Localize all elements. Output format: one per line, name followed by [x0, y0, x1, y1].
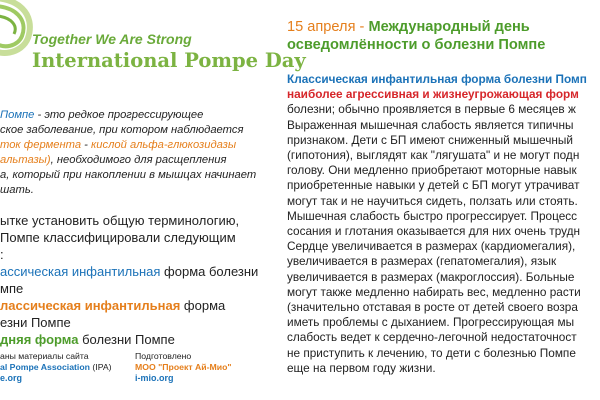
body-line: могут также медленно набирать вес, медленно расти [287, 284, 581, 299]
form-nonclassic-infantile: лассическая инфантильная [0, 298, 181, 313]
body-line: (гипотония), выглядят как "лягушата" и не могут подн [287, 148, 580, 163]
intro-text: ское заболевание, при котором наблюдается [0, 124, 244, 136]
intro-text: - [81, 139, 92, 151]
terminology-line: Помпе классифицировали следующим [0, 230, 236, 245]
list-item [0, 331, 285, 348]
body-line: еще на первом году жизни. [287, 360, 436, 375]
terminology-line: : [0, 247, 4, 262]
slogan: Together We Are Strong [32, 31, 192, 47]
body-line: иметь проблемы с дыханием. Прогрессирующая мы [287, 315, 575, 330]
terminology-line: ытке установить общую терминологию, [0, 213, 240, 228]
intro-text: а, который при накоплении в мышцах начинает [0, 169, 257, 181]
list-item [0, 263, 285, 297]
credit-org: al Pompe Association [0, 362, 90, 372]
form-text: мпе [0, 281, 24, 296]
credit-org: МОО "Проект Ай-Мио" [135, 362, 232, 372]
body-line: приобретенные навыки у детей с БП могут утрачиват [287, 178, 580, 193]
body-paragraph [287, 72, 600, 376]
intro-enzyme-deficit: ток фермента [0, 139, 82, 151]
body-line: Мышечная слабость быстро прогрессирует. Процесс [287, 208, 578, 223]
list-item [0, 297, 285, 331]
body-line: признаком. Дети с БП имеют сниженный мышечный [287, 132, 573, 147]
form-text: езни Помпе [0, 315, 71, 330]
credit-text: Подготовлено [135, 351, 192, 361]
body-line: могут так и не научиться сидеть, ползать или стоять. [287, 193, 578, 208]
body-line: Сердце увеличивается в размерах (кардиомегалия), [287, 239, 576, 254]
credit-prepared [135, 351, 275, 384]
intro-disease-name: Помпе [0, 109, 35, 121]
intro-paragraph [0, 108, 280, 198]
intro-enzyme-alt: альтазы) [0, 154, 51, 166]
body-line: увеличивается в размерах (макроглоссия). Больные [287, 269, 575, 284]
forms-list [0, 263, 285, 348]
event-date: 15 апреля [287, 19, 356, 35]
body-line: увеличивается в размерах (гепатомегалия), язык [287, 254, 557, 269]
credit-site-link[interactable]: e.org [0, 373, 23, 383]
form-text: форма болезни [160, 264, 259, 279]
credit-source [0, 351, 120, 384]
intro-text: - это редкое прогрессирующее [34, 109, 204, 121]
intro-text: , необходимого для расщепления [50, 154, 227, 166]
body-line: (значительно отставая в росте от детей своего возра [287, 300, 578, 315]
intro-enzyme-name: кислой альфа-глюкозидазы [91, 139, 237, 151]
form-text: форма [180, 298, 226, 313]
heading-dash: - [355, 19, 369, 35]
credit-text: аны материалы сайта [0, 351, 89, 361]
body-line: голову. Они медленно приобретают моторные навык [287, 163, 577, 178]
intro-text: шать. [0, 184, 34, 196]
terminology-paragraph [0, 212, 285, 263]
body-line: Классическая инфантильная форма болезни Помп [287, 72, 587, 86]
body-line: Выраженная мышечная слабость является типичны [287, 117, 574, 132]
heading-line: Международный день [368, 19, 530, 35]
credit-text: (IPA) [89, 362, 112, 372]
form-classic-infantile: ассическая инфантильная [0, 264, 161, 279]
form-text: болезни Помпе [78, 332, 175, 347]
event-title: International Pompe Day [32, 49, 306, 72]
credit-site-link[interactable]: i-mio.org [135, 373, 174, 383]
body-line: болезни; обычно проявляется в первые 6 месяцев ж [287, 102, 576, 117]
form-late-onset: дняя форма [0, 332, 79, 347]
page-title [287, 18, 600, 54]
body-line: наиболее агрессивная и жизнеугрожающая форм [287, 87, 579, 102]
body-line: сосания и глотания оказывается для них очень трудн [287, 224, 581, 239]
body-line: слабость ведет к сердечно-легочной недостаточност [287, 330, 577, 345]
body-line: не приступить к лечению, то дети с болезнью Помпе [287, 345, 576, 360]
heading-line: осведомлённости о болезни Помпе [287, 37, 546, 53]
